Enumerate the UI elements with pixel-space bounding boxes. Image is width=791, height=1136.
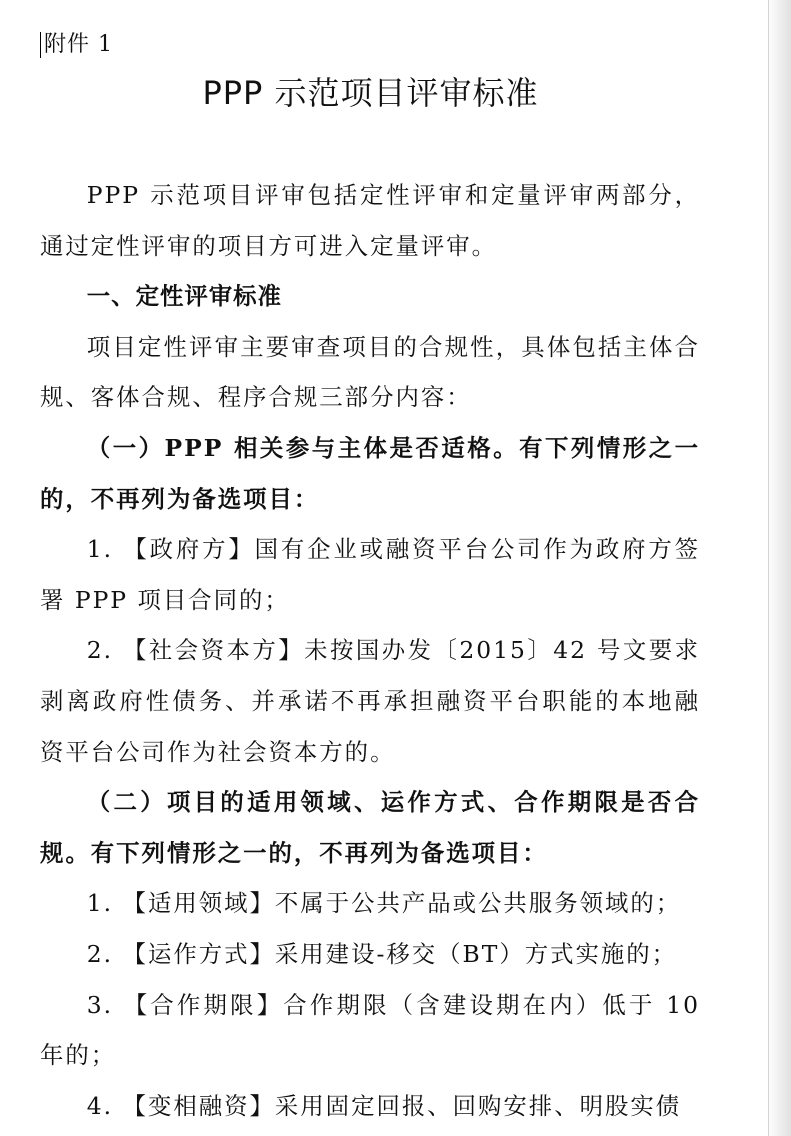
list-item-social-capital: 2. 【社会资本方】未按国办发〔2015〕42 号文要求剥离政府性债务、并承诺不再承担融资平台职能的本地融资平台公司作为社会资本方的。 [40, 636, 700, 766]
text-cursor [40, 32, 41, 58]
document-title: PPP 示范项目评审标准 [202, 74, 539, 112]
subsection-heading-1: （一）PPP 相关参与主体是否适格。有下列情形之一的，不再列为备选项目： [40, 433, 700, 513]
list-item-government: 1. 【政府方】国有企业或融资平台公司作为政府方签署 PPP 项目合同的； [40, 535, 700, 614]
document-body [40, 170, 700, 1131]
list-item-applicable-field: 1. 【适用领域】不属于公共产品或公共服务领域的； [86, 889, 682, 918]
list-item-disguised-financing: 4. 【变相融资】采用固定回报、回购安排、明股实债 [86, 1091, 682, 1120]
attachment-label: 附件 1 [44, 32, 113, 57]
section-intro-paragraph: 项目定性评审主要审查项目的合规性，具体包括主体合规、客体合规、程序合规三部分内容： [40, 332, 700, 412]
intro-paragraph: PPP 示范项目评审包括定性评审和定量评审两部分，通过定性评审的项目方可进入定量评审。 [40, 181, 700, 260]
list-item-operation-mode: 2. 【运作方式】采用建设-移交（BT）方式实施的； [86, 939, 678, 968]
page-shadow [767, 0, 791, 1136]
section-heading-qualitative: 一、定性评审标准 [86, 282, 282, 311]
subsection-heading-2: （二）项目的适用领域、运作方式、合作期限是否合规。有下列情形之一的，不再列为备选项目： [40, 788, 700, 867]
list-item-cooperation-period: 3. 【合作期限】合作期限（含建设期在内）低于 10 年的； [40, 990, 700, 1070]
